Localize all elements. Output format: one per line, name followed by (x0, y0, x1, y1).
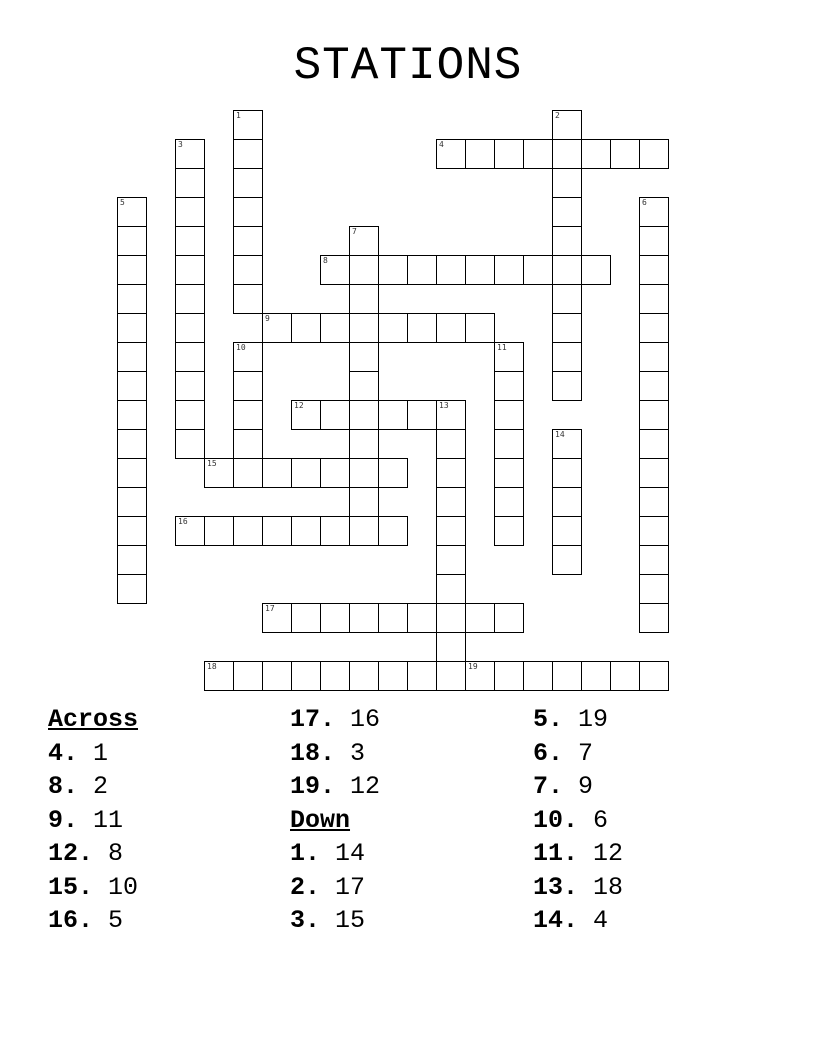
clue-start-number: 10 (236, 343, 246, 352)
grid-cell[interactable] (117, 284, 147, 314)
clue-text: 8 (108, 839, 124, 868)
grid-cell[interactable] (233, 139, 263, 169)
clue-down-3 (290, 904, 380, 938)
clue-number: 1. (290, 839, 321, 868)
clue-number: 13. (533, 872, 579, 902)
grid-cell[interactable] (639, 284, 669, 314)
clue-start-number: 15 (207, 459, 217, 468)
grid-cell[interactable] (494, 139, 524, 169)
grid-cell[interactable] (407, 313, 437, 343)
grid-cell[interactable] (581, 139, 611, 169)
grid-cell[interactable] (465, 313, 495, 343)
grid-cell[interactable] (436, 574, 466, 604)
grid-cell[interactable] (117, 197, 147, 227)
grid-cell[interactable] (175, 342, 205, 372)
grid-cell[interactable] (233, 400, 263, 430)
clue-start-number: 17 (265, 604, 275, 613)
grid-cell[interactable] (349, 603, 379, 633)
grid-cell[interactable] (233, 197, 263, 227)
grid-cell[interactable] (552, 168, 582, 198)
grid-cell[interactable] (262, 603, 292, 633)
clue-across-19 (290, 770, 380, 804)
grid-cell[interactable] (233, 226, 263, 256)
grid-cell[interactable] (436, 516, 466, 546)
grid-cell[interactable] (349, 226, 379, 256)
grid-cell[interactable] (552, 255, 582, 285)
grid-cell[interactable] (175, 139, 205, 169)
clue-text: 14 (335, 839, 366, 868)
clue-down-10 (533, 804, 623, 838)
clue-number: 4. (48, 738, 79, 768)
grid-cell[interactable] (494, 603, 524, 633)
grid-cell[interactable] (117, 516, 147, 546)
clue-number: 9. (48, 805, 79, 835)
grid-cell[interactable] (639, 661, 669, 691)
grid-cell[interactable] (378, 516, 408, 546)
grid-cell[interactable] (610, 139, 640, 169)
grid-cell[interactable] (378, 255, 408, 285)
clue-column-1 (48, 703, 138, 938)
grid-cell[interactable] (639, 574, 669, 604)
grid-cell[interactable] (436, 487, 466, 517)
clue-number: 3. (290, 906, 321, 935)
clue-number: 15. (48, 872, 94, 902)
grid-cell[interactable] (407, 661, 437, 691)
clue-text: 4 (593, 906, 609, 935)
grid-cell[interactable] (639, 487, 669, 517)
grid-cell[interactable] (407, 400, 437, 430)
across-heading: Across (48, 705, 139, 734)
clue-across-4 (48, 737, 138, 771)
grid-cell[interactable] (175, 284, 205, 314)
clue-start-number: 19 (468, 662, 478, 671)
grid-cell[interactable] (204, 458, 234, 488)
grid-cell[interactable] (639, 516, 669, 546)
grid-cell[interactable] (465, 603, 495, 633)
clue-down-11 (533, 837, 623, 871)
grid-cell[interactable] (552, 487, 582, 517)
grid-cell[interactable] (639, 197, 669, 227)
grid-cell[interactable] (349, 371, 379, 401)
clue-text: 3 (350, 738, 366, 768)
grid-cell[interactable] (349, 255, 379, 285)
grid-cell[interactable] (117, 342, 147, 372)
clue-start-number: 4 (439, 140, 444, 149)
grid-cell[interactable] (291, 458, 321, 488)
grid-cell[interactable] (552, 342, 582, 372)
clue-text: 19 (578, 705, 609, 734)
clue-text: 1 (93, 738, 109, 768)
grid-cell[interactable] (552, 110, 582, 140)
grid-cell[interactable] (175, 255, 205, 285)
grid-cell[interactable] (494, 342, 524, 372)
clue-text: 5 (108, 906, 124, 935)
grid-cell[interactable] (639, 342, 669, 372)
clue-column-3 (533, 703, 623, 938)
clue-list (0, 703, 816, 953)
clue-text: 17 (335, 872, 366, 902)
grid-cell[interactable] (523, 255, 553, 285)
grid-cell[interactable] (320, 661, 350, 691)
grid-cell[interactable] (436, 400, 466, 430)
clue-start-number: 13 (439, 401, 449, 410)
grid-cell[interactable] (465, 255, 495, 285)
grid-cell[interactable] (320, 516, 350, 546)
grid-cell[interactable] (117, 371, 147, 401)
grid-cell[interactable] (320, 458, 350, 488)
grid-cell[interactable] (639, 429, 669, 459)
grid-cell[interactable] (233, 371, 263, 401)
grid-cell[interactable] (465, 139, 495, 169)
grid-cell[interactable] (436, 603, 466, 633)
grid-cell[interactable] (436, 661, 466, 691)
grid-cell[interactable] (552, 313, 582, 343)
grid-cell[interactable] (552, 458, 582, 488)
clue-across-9 (48, 804, 138, 838)
grid-cell[interactable] (494, 458, 524, 488)
clue-number: 10. (533, 805, 579, 835)
grid-cell[interactable] (494, 487, 524, 517)
clue-number: 11. (533, 839, 579, 868)
clue-down-6 (533, 737, 623, 771)
grid-cell[interactable] (117, 313, 147, 343)
grid-cell[interactable] (349, 661, 379, 691)
grid-cell[interactable] (262, 661, 292, 691)
clue-start-number: 16 (178, 517, 188, 526)
grid-cell[interactable] (291, 603, 321, 633)
grid-cell[interactable] (639, 458, 669, 488)
clue-down-5 (533, 703, 623, 737)
grid-cell[interactable] (233, 458, 263, 488)
clue-number: 17. (290, 705, 336, 734)
grid-cell[interactable] (204, 661, 234, 691)
clue-start-number: 2 (555, 111, 560, 120)
grid-cell[interactable] (320, 313, 350, 343)
grid-cell[interactable] (639, 255, 669, 285)
grid-cell[interactable] (378, 313, 408, 343)
clue-text: 11 (93, 805, 124, 835)
grid-cell[interactable] (378, 661, 408, 691)
grid-cell[interactable] (436, 313, 466, 343)
grid-cell[interactable] (436, 458, 466, 488)
grid-cell[interactable] (233, 429, 263, 459)
grid-cell[interactable] (494, 429, 524, 459)
clue-number: 6. (533, 738, 564, 768)
grid-cell[interactable] (436, 545, 466, 575)
clue-text: 7 (578, 738, 594, 768)
clue-down-7 (533, 770, 623, 804)
grid-cell[interactable] (233, 255, 263, 285)
grid-cell[interactable] (552, 197, 582, 227)
grid-cell[interactable] (494, 371, 524, 401)
clue-number: 8. (48, 772, 79, 801)
grid-cell[interactable] (175, 516, 205, 546)
grid-cell[interactable] (436, 139, 466, 169)
clue-number: 16. (48, 906, 94, 935)
grid-cell[interactable] (233, 168, 263, 198)
grid-cell[interactable] (233, 110, 263, 140)
grid-cell[interactable] (233, 516, 263, 546)
grid-cell[interactable] (639, 226, 669, 256)
grid-cell[interactable] (320, 255, 350, 285)
grid-cell[interactable] (175, 168, 205, 198)
grid-cell[interactable] (494, 255, 524, 285)
grid-cell[interactable] (291, 313, 321, 343)
grid-cell[interactable] (117, 574, 147, 604)
clue-text: 12 (350, 772, 381, 801)
clue-start-number: 5 (120, 198, 125, 207)
grid-cell[interactable] (552, 371, 582, 401)
clue-start-number: 18 (207, 662, 217, 671)
clue-text: 15 (335, 906, 366, 935)
clue-column-2 (290, 703, 380, 938)
grid-cell[interactable] (552, 226, 582, 256)
grid-cell[interactable] (291, 516, 321, 546)
grid-cell[interactable] (262, 516, 292, 546)
down-heading: Down (290, 805, 351, 835)
grid-cell[interactable] (349, 429, 379, 459)
puzzle-title: STATIONS (293, 40, 523, 92)
grid-cell[interactable] (552, 139, 582, 169)
grid-cell[interactable] (378, 603, 408, 633)
clue-number: 2. (290, 872, 321, 902)
clue-down-14 (533, 904, 623, 938)
grid-cell[interactable] (175, 400, 205, 430)
grid-cell[interactable] (436, 429, 466, 459)
clue-text: 2 (93, 772, 109, 801)
clue-number: 5. (533, 705, 564, 734)
grid-cell[interactable] (581, 255, 611, 285)
clue-text: 9 (578, 772, 594, 801)
grid-cell[interactable] (639, 371, 669, 401)
grid-cell[interactable] (117, 458, 147, 488)
grid-cell[interactable] (639, 139, 669, 169)
clue-start-number: 8 (323, 256, 328, 265)
clue-text: 16 (350, 705, 381, 734)
grid-cell[interactable] (349, 342, 379, 372)
grid-cell[interactable] (175, 313, 205, 343)
grid-cell[interactable] (436, 255, 466, 285)
grid-cell[interactable] (494, 661, 524, 691)
clue-across-18 (290, 737, 380, 771)
clue-number: 12. (48, 839, 94, 868)
grid-cell[interactable] (523, 661, 553, 691)
grid-cell[interactable] (465, 661, 495, 691)
clue-text: 12 (593, 839, 624, 868)
clue-text: 18 (593, 872, 624, 902)
grid-cell[interactable] (117, 487, 147, 517)
clue-start-number: 7 (352, 227, 357, 236)
grid-cell[interactable] (407, 255, 437, 285)
clue-down-1 (290, 837, 380, 871)
grid-cell[interactable] (378, 400, 408, 430)
grid-cell[interactable] (175, 197, 205, 227)
grid-cell[interactable] (552, 516, 582, 546)
grid-cell[interactable] (291, 661, 321, 691)
grid-cell[interactable] (349, 400, 379, 430)
clue-across-8 (48, 770, 138, 804)
grid-cell[interactable] (117, 400, 147, 430)
grid-cell[interactable] (349, 516, 379, 546)
clue-number: 19. (290, 772, 336, 801)
grid-cell[interactable] (175, 226, 205, 256)
grid-cell[interactable] (233, 342, 263, 372)
grid-cell[interactable] (204, 516, 234, 546)
clue-start-number: 3 (178, 140, 183, 149)
grid-cell[interactable] (175, 429, 205, 459)
grid-cell[interactable] (407, 603, 437, 633)
grid-cell[interactable] (262, 458, 292, 488)
grid-cell[interactable] (639, 603, 669, 633)
grid-cell[interactable] (320, 603, 350, 633)
clue-number: 7. (533, 772, 564, 801)
clue-down-13 (533, 871, 623, 905)
grid-cell[interactable] (233, 284, 263, 314)
grid-cell[interactable] (552, 545, 582, 575)
clue-text: 10 (108, 872, 139, 902)
grid-cell[interactable] (117, 226, 147, 256)
grid-cell[interactable] (378, 458, 408, 488)
clue-start-number: 6 (642, 198, 647, 207)
grid-cell[interactable] (552, 429, 582, 459)
grid-cell[interactable] (349, 313, 379, 343)
grid-cell[interactable] (349, 458, 379, 488)
grid-cell[interactable] (494, 516, 524, 546)
clue-start-number: 12 (294, 401, 304, 410)
grid-cell[interactable] (233, 661, 263, 691)
grid-cell[interactable] (175, 371, 205, 401)
clue-number: 14. (533, 906, 579, 935)
grid-cell[interactable] (639, 313, 669, 343)
grid-cell[interactable] (523, 139, 553, 169)
grid-cell[interactable] (320, 400, 350, 430)
grid-cell[interactable] (349, 487, 379, 517)
clue-across-15 (48, 871, 138, 905)
clue-across-17 (290, 703, 380, 737)
grid-cell[interactable] (494, 400, 524, 430)
grid-cell[interactable] (639, 400, 669, 430)
grid-cell[interactable] (117, 429, 147, 459)
grid-cell[interactable] (262, 313, 292, 343)
clue-down-2 (290, 871, 380, 905)
grid-cell[interactable] (552, 661, 582, 691)
clue-text: 6 (593, 805, 609, 835)
clue-start-number: 11 (497, 343, 507, 352)
grid-cell[interactable] (639, 545, 669, 575)
grid-cell[interactable] (117, 255, 147, 285)
clue-start-number: 14 (555, 430, 565, 439)
clue-across-16 (48, 904, 138, 938)
grid-cell[interactable] (581, 661, 611, 691)
grid-cell[interactable] (117, 545, 147, 575)
grid-cell[interactable] (349, 284, 379, 314)
clue-start-number: 9 (265, 314, 270, 323)
grid-cell[interactable] (610, 661, 640, 691)
clue-number: 18. (290, 738, 336, 768)
grid-cell[interactable] (436, 632, 466, 662)
clue-across-12 (48, 837, 138, 871)
clue-start-number: 1 (236, 111, 241, 120)
grid-cell[interactable] (552, 284, 582, 314)
grid-cell[interactable] (291, 400, 321, 430)
